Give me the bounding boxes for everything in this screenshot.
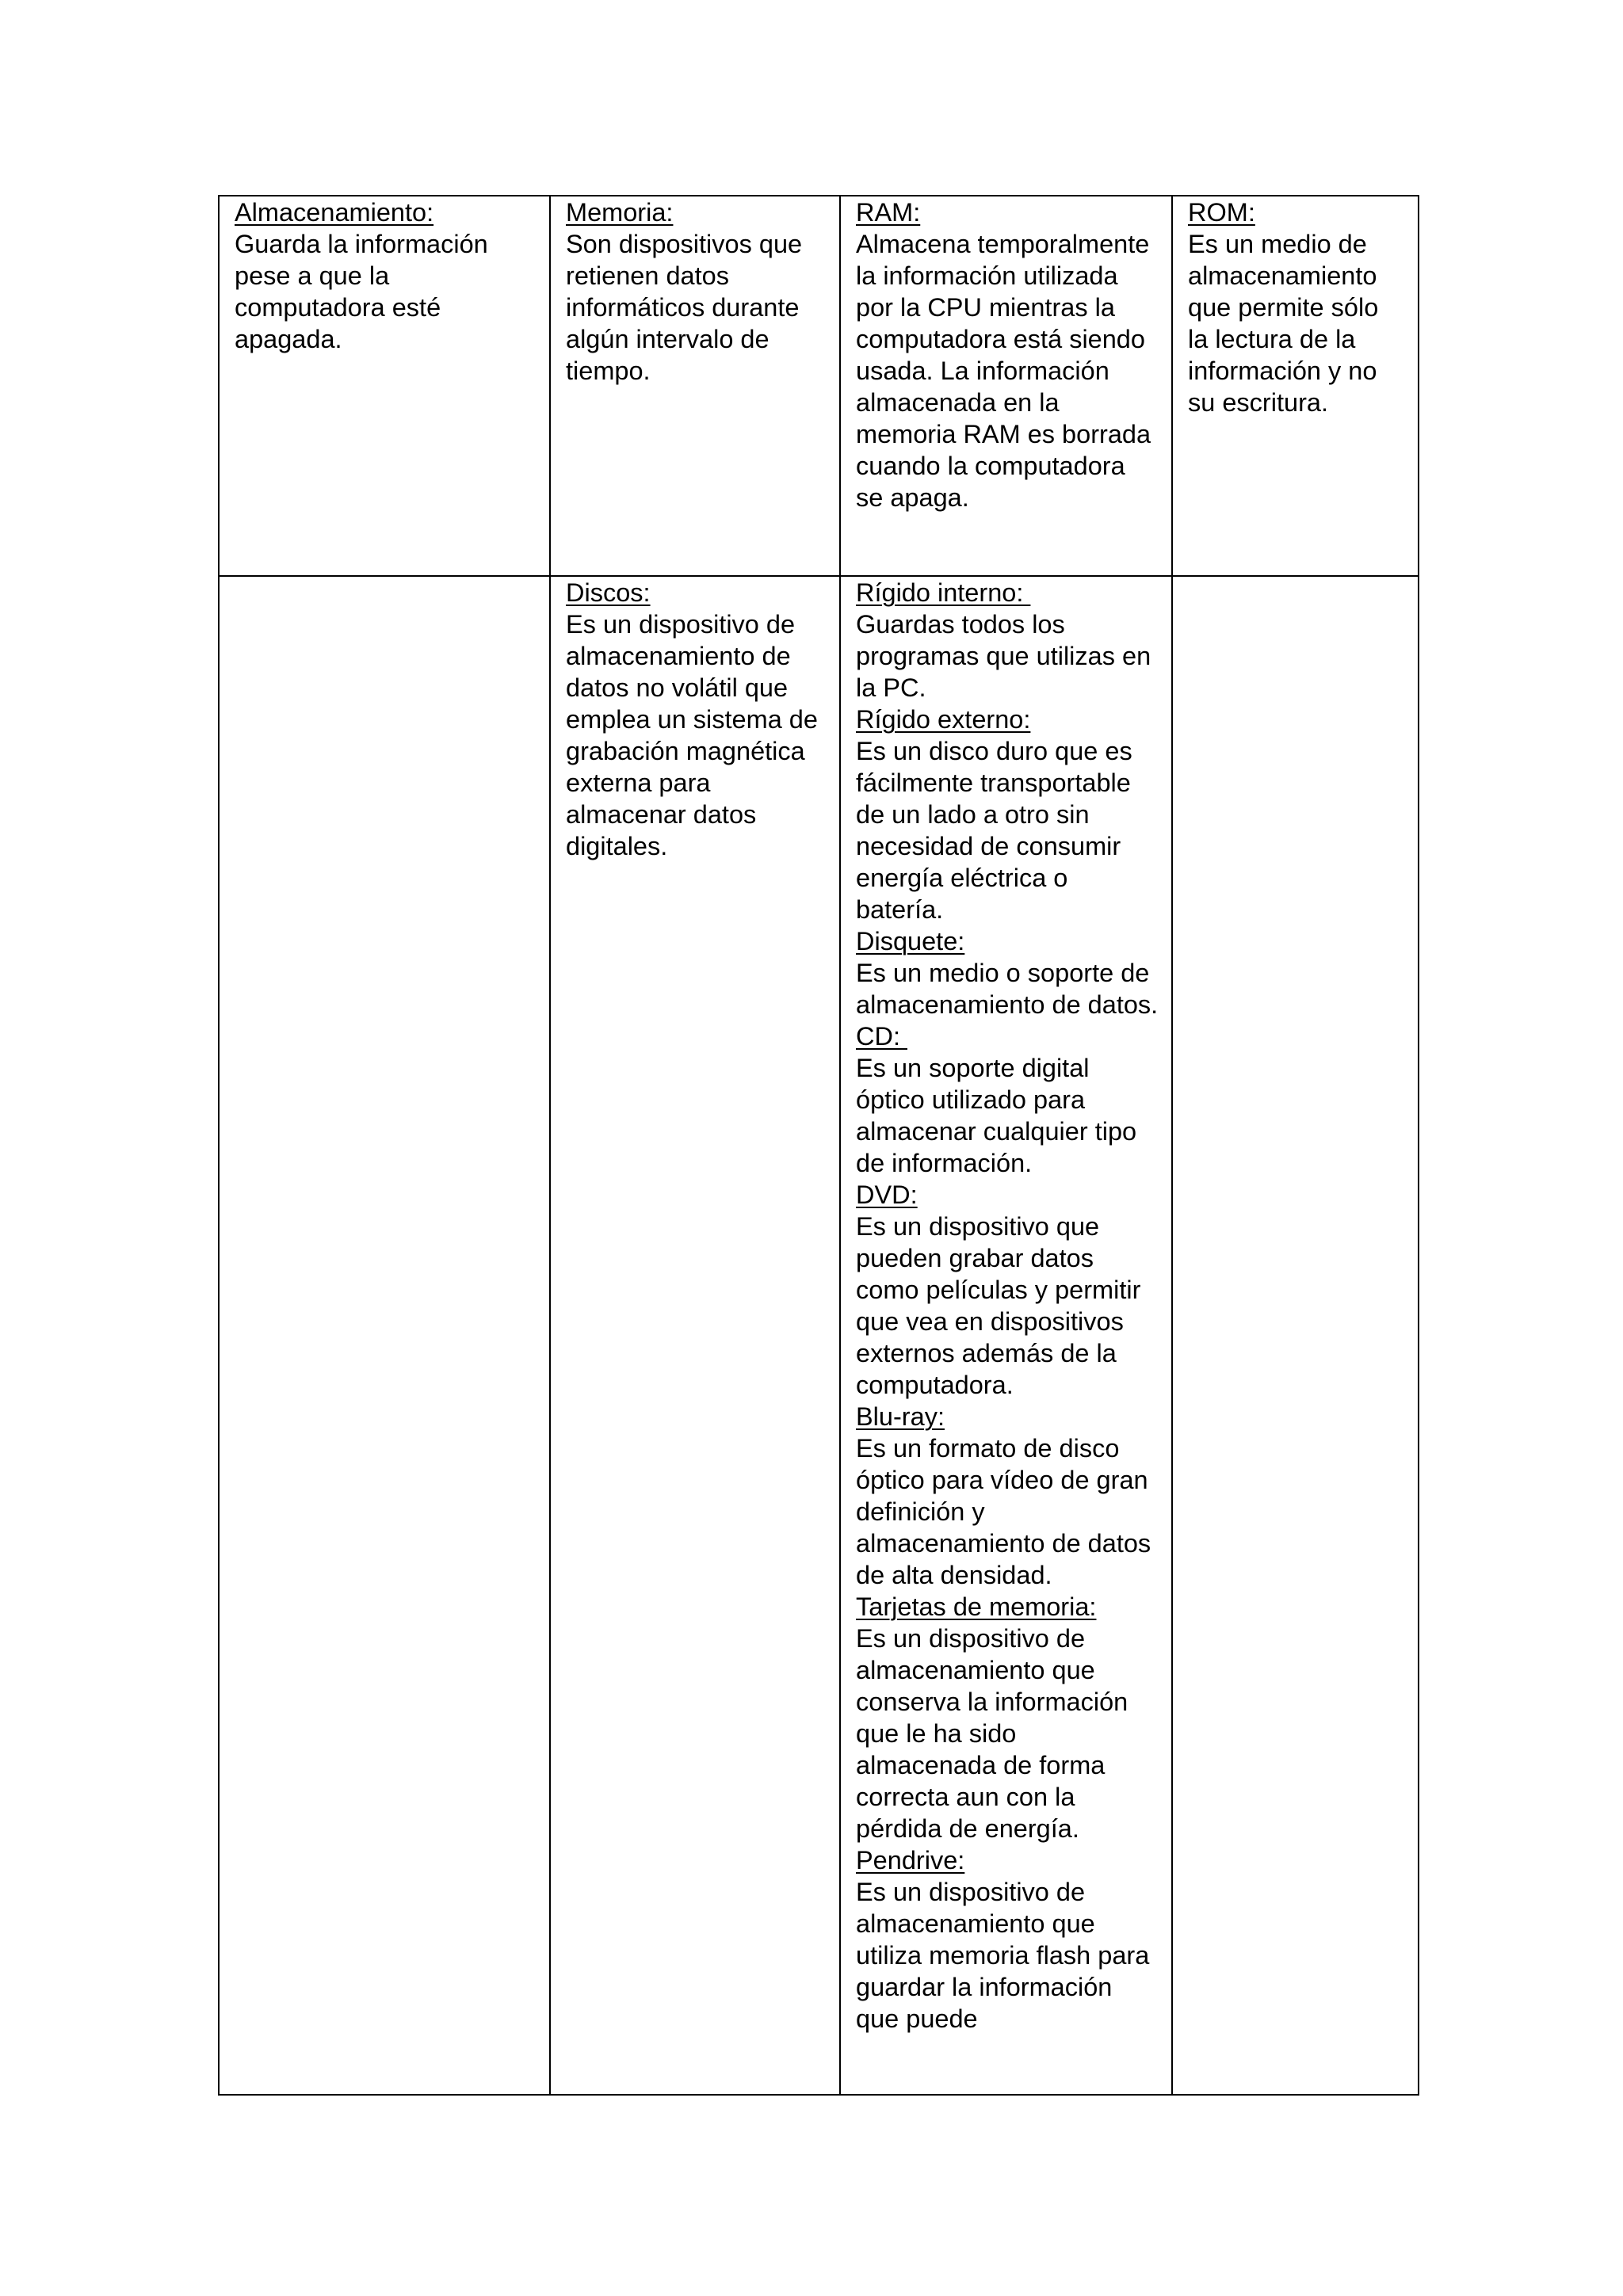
cell-text: Almacena temporalmente la información utilizada por la CPU mientras la computadora está siendo usada. La información almacenada en la memoria RAM es borrada cuando la computadora se apaga.: [856, 230, 1151, 512]
blu-ray-text: Es un formato de disco óptico para vídeo de gran definición y almacenamiento de datos de alta densidad.: [856, 1434, 1151, 1589]
cell-text: Son dispositivos que retienen datos informáticos durante algún intervalo de tiempo.: [566, 230, 803, 385]
cell-empty: [1172, 576, 1419, 2095]
dvd-text: Es un dispositivo que pueden grabar datos como películas y permitir que vea en dispositivos externos además de la computadora.: [856, 1212, 1141, 1399]
storage-concepts-table: [218, 195, 1419, 2096]
cell-heading: Discos:: [566, 578, 651, 607]
cell-heading: ROM:: [1188, 198, 1255, 227]
tarjetas-memoria-heading: Tarjetas de memoria:: [856, 1592, 1097, 1621]
cell-ram: [840, 196, 1172, 576]
tarjetas-memoria-text: Es un dispositivo de almacenamiento que conserva la información que le ha sido almacenada de forma correcta aun con la pérdida de energía.: [856, 1624, 1128, 1843]
rigido-externo-heading: Rígido externo:: [856, 705, 1031, 734]
cell-text: Guarda la información pese a que la computadora esté apagada.: [235, 230, 488, 353]
rigido-externo-text: Es un disco duro que es fácilmente transportable de un lado a otro sin necesidad de consumir energía eléctrica o batería.: [856, 737, 1132, 924]
cell-heading: Almacenamiento:: [235, 198, 434, 227]
cell-text: Es un dispositivo de almacenamiento de datos no volátil que emplea un sistema de grabación magnética externa para almacenar datos digitales.: [566, 610, 818, 860]
cell-heading: RAM:: [856, 198, 921, 227]
table-row: [219, 196, 1419, 576]
disquete-text: Es un medio o soporte de almacenamiento de datos.: [856, 959, 1159, 1019]
rigido-interno-heading: Rígido interno:: [856, 578, 1031, 607]
disquete-heading: Disquete:: [856, 927, 965, 955]
cell-empty: [219, 576, 550, 2095]
dvd-heading: DVD:: [856, 1180, 918, 1209]
cell-disk-types: [840, 576, 1172, 2095]
pendrive-heading: Pendrive:: [856, 1846, 965, 1875]
rigido-interno-text: Guardas todos los programas que utilizas en la PC.: [856, 610, 1151, 702]
table-row: [219, 576, 1419, 2095]
cell-rom: [1172, 196, 1419, 576]
cell-heading: Memoria:: [566, 198, 674, 227]
cell-almacenamiento: [219, 196, 550, 576]
cell-discos: [550, 576, 840, 2095]
cell-text: Es un medio de almacenamiento que permite sólo la lectura de la información y no su escritura.: [1188, 230, 1379, 417]
cd-heading: CD:: [856, 1022, 907, 1051]
cd-text: Es un soporte digital óptico utilizado para almacenar cualquier tipo de información.: [856, 1054, 1137, 1177]
cell-memoria: [550, 196, 840, 576]
pendrive-text: Es un dispositivo de almacenamiento que utiliza memoria flash para guardar la información que puede: [856, 1878, 1150, 2033]
blu-ray-heading: Blu-ray:: [856, 1402, 945, 1431]
